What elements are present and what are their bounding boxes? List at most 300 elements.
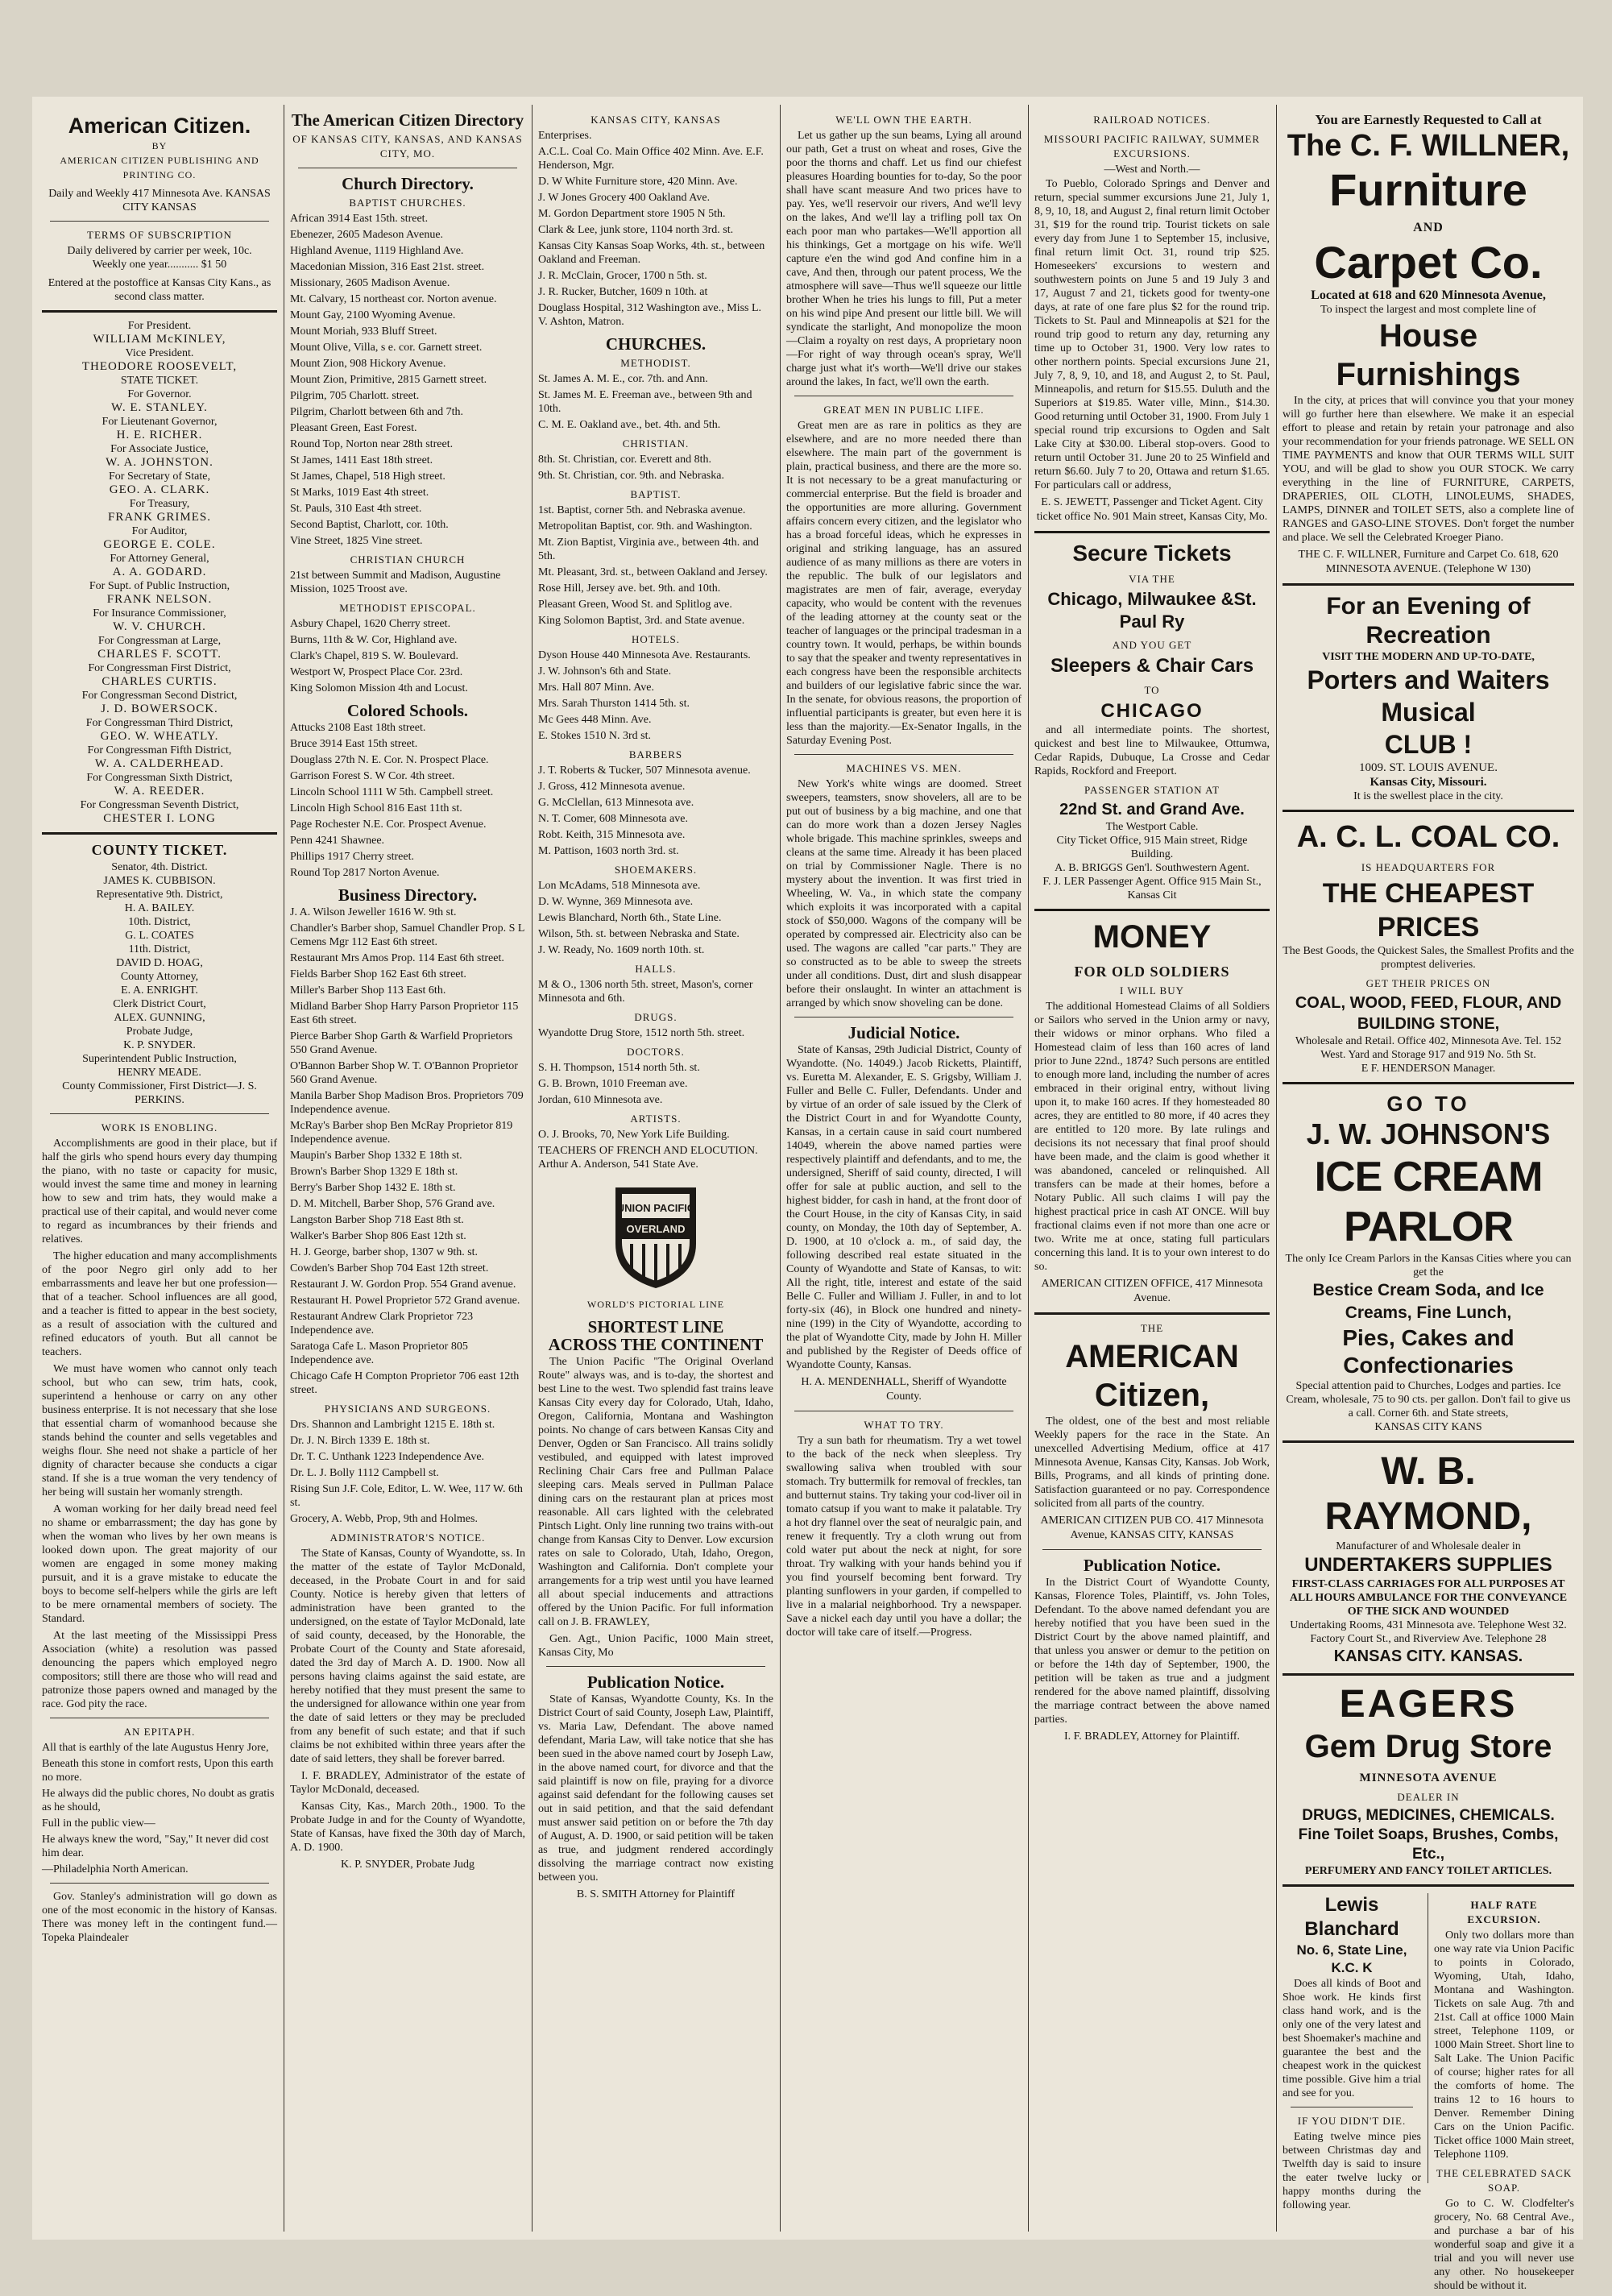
stanley-note: Gov. Stanley's administration will go down as one of the most economic in the history of Kansas. There was money left in the contingent fund.—Topeka Plaindealer: [42, 1891, 277, 1944]
ticket-office: For Secretary of State,: [109, 470, 210, 483]
directory-entry: E. Stokes 1510 N. 3rd st.: [538, 730, 651, 742]
johnson-big: ICE CREAM PARLOR: [1314, 1154, 1543, 1250]
directory-entry: Missionary, 2605 Madison Avenue.: [290, 277, 450, 289]
terms-weekly: Weekly one year........... $1 50: [92, 259, 227, 271]
ticket-candidate: H. E. RICHER.: [116, 429, 203, 441]
hotels-list: [538, 649, 773, 743]
judicial-notice-sign: H. A. MENDENHALL, Sheriff of Wyandotte County.: [801, 1376, 1007, 1403]
directory-entry: Fields Barber Shop 162 East 6th street.: [290, 968, 466, 980]
porters-state: Missouri.: [1438, 776, 1487, 789]
directory-entry: Robt. Keith, 315 Minnesota ave.: [538, 829, 686, 841]
directory-entry: Enterprises.: [538, 130, 592, 142]
masthead-address: Daily and Weekly 417 Minnesota Ave. KANSAS CITY KANSAS: [48, 188, 271, 213]
newspaper-page: [32, 97, 1583, 2292]
column-6: [1283, 112, 1574, 2292]
terms-daily: Daily delivered by carrier per week, 10c.: [67, 245, 252, 257]
ticket-candidate: W. V. CHURCH.: [113, 620, 206, 633]
johnson-goto: GO TO: [1386, 1092, 1470, 1116]
epitaph-line: He always knew the word, "Say," It never did cost him dear.: [42, 1834, 269, 1859]
drugs-heading: DRUGS.: [634, 1011, 678, 1023]
county-ticket-heading: COUNTY TICKET.: [91, 842, 228, 858]
money-ad-sign: AMERICAN CITIZEN OFFICE, 417 Minnesota Avenue.: [1041, 1278, 1263, 1304]
willner-big: House Furnishings: [1336, 318, 1521, 392]
blanchard-text: Does all kinds of Boot and Shoe work. He kinds first class hand work, and is the only one of the very latest and best Shoemaker's machine and guarantee the best and the cheapest work in the quickest time possible. Give him a trial and see for you.: [1283, 1978, 1421, 2099]
shoemakers-heading: SHOEMAKERS.: [614, 864, 698, 876]
union-pacific-head-2: ACROSS THE CONTINENT: [548, 1335, 764, 1354]
church-directory-heading: Church Directory.: [342, 174, 474, 193]
kc-christian-heading: CHRISTIAN.: [622, 437, 690, 450]
baptist-list: [290, 212, 525, 548]
schools-list: [290, 721, 525, 880]
porters-address: ST. LOUIS AVENUE.: [1389, 761, 1498, 774]
logo-bottom-text: WORLD'S PICTORIAL LINE: [586, 1299, 725, 1310]
publication-notice-1-heading: Publication Notice.: [586, 1672, 725, 1692]
tickets-ad-agent-2: F. J. LER Passenger Agent. Office 915 Main St., Kansas Cit: [1042, 876, 1262, 901]
money-ad: [1034, 918, 1270, 998]
directory-entry: Kansas City Kansas Soap Works, 4th. st., between Oakland and Freeman.: [538, 240, 765, 266]
directory-entry: Grocery, A. Webb, Prop, 9th and Holmes.: [290, 1513, 478, 1525]
directory-entry: Westport W, Prospect Place Cor. 23rd.: [290, 666, 463, 678]
railroad-heading: RAILROAD NOTICES.: [1093, 114, 1211, 126]
ticket-office: For President.: [127, 320, 192, 332]
directory-entry: Pilgrim, 705 Charlott. street.: [290, 390, 420, 402]
half-rate-heading: HALF RATE EXCURSION.: [1467, 1899, 1541, 1925]
directory-entry: Douglass 27th N. E. Cor. N. Prospect Place.: [290, 754, 489, 766]
column-rule: [1276, 105, 1277, 2232]
union-pacific-shield-logo: [607, 1179, 704, 1292]
raymond-factory: Factory Court St., and Riverview Ave. Telephone 28: [1310, 1633, 1547, 1645]
celebrated-heading: THE CELEBRATED SACK SOAP.: [1436, 2167, 1573, 2194]
ticket-office: For Auditor,: [131, 525, 188, 537]
directory-entry: Highland Avenue, 1119 Highland Ave.: [290, 245, 464, 257]
ticket-office: For Associate Justice,: [110, 443, 209, 455]
article-heading-epitaph: AN EPITAPH.: [123, 1726, 196, 1738]
epitaph-poem: [42, 1741, 277, 1876]
money-ad-buy: I WILL BUY: [1119, 984, 1185, 997]
willner-ad: [1283, 113, 1574, 394]
baptist-heading: BAPTIST CHURCHES.: [349, 197, 466, 209]
tickets-ad-station-label: PASSENGER STATION AT: [1084, 784, 1220, 796]
willner-and: AND: [1413, 221, 1444, 234]
publication-notice-1-sign: B. S. SMITH Attorney for Plaintiff: [576, 1888, 736, 1900]
directory-entry: Mount Moriah, 933 Bluff Street.: [290, 325, 437, 338]
directory-entry: 1st. Baptist, corner 5th. and Nebraska avenue.: [538, 504, 746, 516]
railroad-subheading-2: —West and North.—: [1104, 164, 1200, 176]
ticket-candidate: FRANK NELSON.: [106, 593, 213, 606]
directory-entry: Rising Sun J.F. Cole, Editor, L. W. Wee, 117 W. 6th st.: [290, 1483, 523, 1509]
porters-city: Kansas City,: [1370, 776, 1436, 789]
county-ticket-line: County Attorney,: [120, 971, 199, 983]
eagers-dealer: DEALER IN: [1397, 1791, 1460, 1803]
admin-notice-text: The State of Kansas, County of Wyandotte, ss. In the matter of the estate of Taylor McDonald, deceased, in the Probate Court in and for said County. Notice is hereby given that letters of administration have been granted to the undersigned, on the estate of Taylor McDonald, late of said county, deceased, by the Honorable, the Probate Court of the County and State aforesaid, dated the 3rd day of March A. D. 1900. Now all persons having claims against the said estate, are hereby notified that they must present the same to the undersigned for allowance within one year from the date of said letters or they may be precluded from any benefit of such estate; and that if such claims be not exhibited within three years after the date of said letters, they shall be forever barred.: [290, 1548, 525, 1765]
county-ticket-line: K. P. SNYDER.: [123, 1039, 196, 1051]
celebrated-text: Go to C. W. Clodfelter's grocery, No. 68 Central Ave., and purchase a bar of his wonderful soap and give it a trial and you will never use any other. No housekeeper should be without it.: [1434, 2198, 1574, 2292]
directory-entry: Clark & Lee, junk store, 1104 north 3rd. st.: [538, 224, 734, 236]
directory-entry: Miller's Barber Shop 113 East 6th.: [290, 984, 446, 997]
directory-entry: D. M. Mitchell, Barber Shop, 576 Grand ave.: [290, 1198, 495, 1210]
blanchard-ad: [1283, 1893, 1421, 2215]
johnson-ad: [1283, 1091, 1574, 1434]
directory-entry: TEACHERS OF FRENCH AND ELOCUTION. Arthur A. Anderson, 541 State Ave.: [538, 1145, 758, 1171]
directory-entry: Mt. Pleasant, 3rd. st., between Oakland and Jersey.: [538, 566, 768, 578]
directory-entry: Attucks 2108 East 18th street.: [290, 722, 426, 734]
column-2: [290, 110, 525, 2223]
directory-entry: Dr. T. C. Unthank 1223 Independence Ave.: [290, 1451, 485, 1463]
directory-entry: J. Gross, 412 Minnesota avenue.: [538, 781, 686, 793]
tickets-ad-office: City Ticket Office, 915 Main street, Ridge Building.: [1056, 835, 1248, 860]
ticket-office: For Congressman Second District,: [81, 690, 238, 702]
directory-entry: D. W White Furniture store, 420 Minn. Ave.: [538, 176, 738, 188]
directory-title: The American Citizen Directory: [291, 110, 524, 130]
directory-entry: St. James A. M. E., cor. 7th. and Ann.: [538, 373, 708, 385]
probate-judge: K. P. SNYDER, Probate Judg: [340, 1859, 475, 1871]
directory-entry: Mount Olive, Villa, s e. cor. Garnett street.: [290, 342, 483, 354]
directory-entry: Pierce Barber Shop Garth & Warfield Proprietors 550 Grand Avenue.: [290, 1030, 513, 1056]
directory-entry: J. W. Johnson's 6th and State.: [538, 665, 672, 678]
directory-entry: Cowden's Barber Shop 704 East 12th street.: [290, 1262, 489, 1274]
masthead-publisher: AMERICAN CITIZEN PUBLISHING AND PRINTING CO.: [60, 155, 259, 180]
railroad-sign: E. S. JEWETT, Passenger and Ticket Agent. City ticket office No. 901 Main street, Kansas City, Mo.: [1036, 496, 1268, 523]
directory-entry: Mount Gay, 2100 Wyoming Avenue.: [290, 309, 456, 321]
ticket-office: Vice President.: [125, 347, 194, 359]
ticket-office: For Governor.: [127, 388, 192, 400]
directory-entry: N. T. Comer, 608 Minnesota ave.: [538, 813, 688, 825]
directory-entry: Macedonian Mission, 316 East 21st. street.: [290, 261, 485, 273]
directory-entry: Asbury Chapel, 1620 Cherry street.: [290, 618, 451, 630]
citizen-ad-head: AMERICAN: [1065, 1339, 1239, 1374]
coal-hq: IS HEADQUARTERS FOR: [1361, 861, 1496, 873]
directory-entry: Page Rochester N.E. Cor. Prospect Avenue.: [290, 819, 487, 831]
ticket-candidate: FRANK GRIMES.: [107, 511, 212, 524]
eagers-address: MINNESOTA AVENUE: [1359, 1772, 1498, 1784]
what-to-try-text: Try a sun bath for rheumatism. Try a wet towel to the back of the neck when sleepless. Try swallowing saliva when troubled with sour stomach. Try buttermilk for removal of freckles, tan and butternut stains. Try taking your cod-liver oil in tomato catsup if you want to make it palatable. Try a hot dry flannel over the seat of neuralgic pain, and renew it frequently. Try a cloth wrung out from cold water put about the neck at night, for sore throat. Try walking with your hands behind you if you find yourself becoming bent forward. Try planting sunflowers in your garden, if compelled to live in a malarial neighborhood. Try a newspaper. Save a nickel each day until you have a dollar; the doctor will take care of itself.—Progress.: [786, 1435, 1021, 1639]
eagers-items-2: Fine Toilet Soaps, Brushes, Combs, Etc.,: [1298, 1826, 1559, 1863]
directory-entry: M & O., 1306 north 5th. street, Mason's, corner Minnesota and 6th.: [538, 979, 753, 1005]
doctors-heading: DOCTORS.: [627, 1046, 685, 1058]
citizen-ad: [1034, 1321, 1270, 1415]
johnson-special: Special attention paid to Churches, Lodges and parties. Ice Cream, wholesale, 75 to 90 cts. per gallon. Don't fail to give us a call. Corner 6th. and State streets,: [1286, 1380, 1571, 1419]
doctors-list: [538, 1061, 773, 1107]
directory-entry: Manila Barber Shop Madison Bros. Proprietors 709 Independence avenue.: [290, 1090, 524, 1116]
directory-entry: Brown's Barber Shop 1329 E 18th st.: [290, 1166, 458, 1178]
raymond-line: UNDERTAKERS SUPPLIES: [1304, 1554, 1552, 1576]
citizen-ad-the: THE: [1140, 1322, 1164, 1334]
ticket-candidate: W. A. JOHNSTON.: [106, 456, 213, 469]
directory-entry: Lincoln School 1111 W 5th. Campbell street.: [290, 786, 494, 798]
coal-get: GET THEIR PRICES ON: [1365, 977, 1491, 989]
union-pacific-sign: Gen. Agt., Union Pacific, 1000 Main street, Kansas City, Mo: [538, 1633, 773, 1659]
directory-entry: Langston Barber Shop 718 East 8th st.: [290, 1214, 464, 1226]
publication-notice-2-heading: Publication Notice.: [1083, 1556, 1221, 1575]
judicial-notice-text: State of Kansas, 29th Judicial District, County of Wyandotte. (No. 14049.) Jacob Ricketts, Plaintiff, vs. Euretta M. Alexander, E. S. Grigsby, William J. Fuller and Belle C. Fuller, Defendants. Under and by virtue of an order of sale issued by the Clerk of the District Court in and for Wyandotte County, Kansas, in a certain cause in said court numbered 14049, wherein the above named parties were respectively plaintiff and defendants, and to me, the undersigned, Sheriff of said county, directed, I will offer for sale at public auction, and sell to the highest bidder, for cash in hand, at the front door of the Court House, in the city of Kansas City, in said county, on Monday, the 10th day of September, A. D. 1900, at 10 o'clock a. m., of said day, the following described real estate situated in the County of Wyandotte and State of Kansas, to wit: All the right, title, interest and estate of the said Belle C. Fuller and William J. Fuller, in and to lot forty-six (46), in Block one hundred and ninety-nine (199) in the City of Wyandotte, according to the plat of Wyandotte City, made by John H. Miller and published by the Register of Deeds office of Wyandotte County, Kansas.: [786, 1044, 1021, 1371]
directory-entry: Vine Street, 1825 Vine street.: [290, 535, 423, 547]
directory-entry: Phillips 1917 Cherry street.: [290, 851, 414, 863]
directory-entry: Pleasant Green, East Forest.: [290, 422, 417, 434]
logo-top-text: UNION PACIFIC: [616, 1202, 695, 1214]
tickets-ad-to: TO: [1144, 684, 1160, 696]
county-ticket-line: G. L. COATES: [125, 930, 194, 942]
willner-inspect: To inspect the largest and most complete line of: [1320, 304, 1536, 316]
raymond-name: W. B. RAYMOND,: [1324, 1450, 1532, 1538]
machines-heading: MACHINES VS. MEN.: [846, 762, 962, 774]
ticket-office: For Attorney General,: [110, 553, 209, 565]
drugs-list: [538, 1026, 773, 1040]
christian-heading: CHRISTIAN CHURCH: [350, 553, 466, 566]
directory-entry: Restaurant H. Powel Proprietor 572 Grand avenue.: [290, 1295, 520, 1307]
porters-club: CLUB !: [1384, 730, 1473, 759]
directory-entry: Ebenezer, 2605 Madeson Avenue.: [290, 229, 444, 241]
eagers-big: Gem Drug Store: [1304, 1729, 1552, 1764]
directory-entry: Mrs. Sarah Thurston 1414 5th. st.: [538, 698, 690, 710]
state-ticket: [42, 319, 277, 826]
railroad-subheading: MISSOURI PACIFIC RAILWAY, SUMMER EXCURSIONS.: [1043, 133, 1261, 160]
directory-entry: O. J. Brooks, 70, New York Life Building.: [538, 1129, 730, 1141]
tickets-ad-text: and all intermediate points. The shortest, quickest and best line to Milwaukee, Ottumwa, Cedar Rapids, Dubuque, La Crosse and Cedar Rapids, Rockford and Freeport.: [1034, 724, 1270, 777]
blanchard-address: No. 6, State Line, K.C. K: [1296, 1942, 1407, 1975]
article-paragraph: At the last meeting of the Mississippi Press Association (white) a resolution was passed denouncing the papers which employed negro compositors; still there are those who will read and patronize those papers owned and managed by the race. God pity the race.: [42, 1630, 277, 1710]
directory-entry: St Marks, 1019 East 4th street.: [290, 487, 429, 499]
ticket-candidate: W. E. STANLEY.: [111, 401, 208, 414]
county-ticket-line: DAVID D. HOAG,: [116, 957, 203, 969]
willner-name: The C. F. WILLNER,: [1287, 129, 1570, 163]
directory-entry: Mount Zion, 908 Hickory Avenue.: [290, 358, 446, 370]
railroad-text: To Pueblo, Colorado Springs and Denver and return, special summer excursions June 21, July 1, 8, 9, 10, 18, and August 2, final return limit October 31, $19 for the round trip. Tourist tickets on sale every day from June 1 to September 15, inclusive, final return limit Oct. 31, round trip $25. Homeseekers' excursions to western and southwestern points on June 5 and 19 July 3 and 17, August 7 and 21, tickets good for twenty-one days, at rate of one fare plus $2 for the round trip. Tickets to St. Paul and Minneapolis at $21 for the round trip good to return any day, returning any time up to October 31, 1900. Very low rates to other northern points. Special excursions June 21, July 7, 8, 9, 10, and 18, and August 2, to St. Paul, Minneapolis, and return for $15.55. Duluth and the Superiors at $19.85. Water ville, Minn., $14.30. Good returning until October 31, 1900. From July 1 special round trip excursions to Ogden and Salt Lake City at $30.00. Liberal stop-overs. Good to return until October 31. June 20 to 25 Winfield and return $6.60. July 7 to 20, Ottawa and return $1.65. For particulars call or address,: [1034, 178, 1270, 491]
county-ticket: [42, 860, 277, 1107]
article-paragraph: A woman working for her daily bread need feel no shame or embarrassment; the day has gone by when the woman who lives by her own means is looked down upon. The great majority of our women are engaged in some money making pursuit, and it is a grave mistake to educate the boys to become self-helpers while the girls are left to be mere ornamental members of society. The Standard.: [42, 1503, 277, 1625]
directory-entry: Mc Gees 448 Minn. Ave.: [538, 714, 652, 726]
tickets-ad-get: AND YOU GET: [1112, 639, 1192, 651]
johnson-line-2: Pies, Cakes and Confectionaries: [1342, 1325, 1515, 1378]
county-ticket-line: H. A. BAILEY.: [124, 902, 195, 914]
directory-entry: M. Gordon Department store 1905 N 5th.: [538, 208, 726, 220]
ticket-office: For Supt. of Public Instruction,: [89, 580, 230, 592]
kc-enterprise-list: [538, 129, 773, 329]
directory-entry: J. T. Roberts & Tucker, 507 Minnesota avenue.: [538, 765, 751, 777]
artists-heading: ARTISTS.: [630, 1113, 682, 1125]
public-life-text: Great men are as rare in politics as they are elsewhere, and are no more needed there than elsewhere. The main part of the government is plain, practical business, and there are the more so. It is not necessary to be a great manufacturing or commercial enterprise. But the field is broader and the opportunities are more alluring. Government affairs concern every citizen, and the legislator who has a broad forceful ideas, which he expresses in original and striking language, has an assured audience of as many millions as there are voters in the republic. The bulk of our legislators and magistrates are men of fair, average, everyday capacity, who would be content with the revenues of the leading attorney at the county seat or the teacher of languages or the principal tradesman in a country town. It would, perhaps, be within bounds to say that the speaker and twenty representatives in each congress have been the responsible architects and builders of our legislative fabric since the war. In the senate, for obvious reasons, the proportion of influential participants is greater, but even here it is less than the majority.—Ex-Senator Ingalls, in the Saturday Evening Post.: [786, 420, 1021, 747]
raymond-rooms: Undertaking Rooms, 431 Minnesota ave. Telephone West 32.: [1290, 1619, 1567, 1631]
ticket-candidate: THEODORE ROOSEVELT,: [81, 360, 238, 373]
machines-text: New York's white wings are doomed. Street sweepers, teamsters, snow shovelers, all are to be put out of business by a big machine, and one that can do more work than a dozen Jersey Nagles whole brigade. This machine sprinkles, sweeps and cleans at the same time. Already it has been placed on trial by Commissioner Nagle. There is no mystery about the invention. It was first tried in Wheeling, W. Va., in which state the company which exploits it was incorporated with a capital stock of $50,000. Wagons of the company will be operated by compressed air. Electricity also can be used. The wagons are called "car parts." They are so constructed as to be able to sweep the streets under all conditions. Dust, dirt and slush disappear before their onslaught. In winter an attachment is arranged by which snow shoveling can be done.: [786, 778, 1021, 1009]
physicians-heading: PHYSICIANS AND SURGEONS.: [324, 1403, 491, 1415]
county-ticket-line: Clerk District Court,: [113, 998, 206, 1010]
publication-notice-2-sign: I. F. BRADLEY, Attorney for Plaintiff.: [1063, 1730, 1241, 1743]
porters-note: It is the swellest place in the city.: [1353, 790, 1503, 802]
what-to-try-heading: WHAT TO TRY.: [864, 1419, 944, 1431]
raymond-text: FIRST-CLASS CARRIAGES FOR ALL PURPOSES AT ALL HOURS AMBULANCE FOR THE CONVEYANCE OF THE SICK AND WOUNDED: [1289, 1578, 1568, 1618]
logo-middle-text: OVERLAND: [626, 1223, 686, 1235]
directory-entry: St. James M. E. Freeman ave., between 9th and 10th.: [538, 389, 752, 415]
didnt-text: Eating twelve mince pies between Christmas day and Twelfth day is said to insure the eater twelve lucky or happy months during the following year.: [1283, 2131, 1421, 2211]
county-ticket-line: E. A. ENRIGHT.: [121, 984, 198, 997]
directory-entry: H. J. George, barber shop, 1307 w 9th. st.: [290, 1246, 479, 1258]
eagers-ad: [1283, 1682, 1574, 1878]
directory-entry: Pleasant Green, Wood St. and Splitlog ave.: [538, 599, 732, 611]
directory-entry: Restaurant Mrs Amos Prop. 114 East 6th street.: [290, 952, 504, 964]
epitaph-line: —Philadelphia North American.: [42, 1863, 189, 1875]
directory-entry: J. W. Ready, No. 1609 north 10th. st.: [538, 944, 705, 956]
citizen-ad-sign: AMERICAN CITIZEN PUB CO. 417 Minnesota Avenue, KANSAS CITY, KANSAS: [1040, 1515, 1264, 1541]
directory-entry: Berry's Barber Shop 1432 E. 18th st.: [290, 1182, 456, 1194]
article-paragraph: The higher education and many accomplishments of the poor Negro girl only add to her embarrassments and leave her but one profession—that of a teacher. School influences are all good, and a teacher is fitted to appear in the best society, as a result of association with the cultured and refined educators of youth. But all cannot be teachers.: [42, 1250, 277, 1358]
directory-entry: Maupin's Barber Shop 1332 E 18th st.: [290, 1150, 462, 1162]
hotels-heading: HOTELS.: [631, 633, 681, 645]
tickets-ad: [1034, 540, 1270, 902]
coal-address: Wholesale and Retail. Office 402, Minnesota Ave. Tel. 152 West. Yard and Storage 917 and 919 No. 5th St.: [1295, 1035, 1562, 1061]
directory-entry: Mount Zion, Primitive, 2815 Garnett street.: [290, 374, 487, 386]
willner-line-2: Carpet Co.: [1314, 237, 1543, 288]
ticket-office: For Lieutenant Governor,: [102, 416, 218, 428]
column-rule: [1028, 105, 1029, 2232]
directory-entry: Dyson House 440 Minnesota Ave. Restaurants.: [538, 649, 751, 661]
directory-entry: 9th. St. Christian, cor. 9th. and Nebraska.: [538, 470, 724, 482]
directory-entry: O'Bannon Barber Shop W. T. O'Bannon Proprietor 560 Grand Avenue.: [290, 1060, 518, 1086]
directory-entry: Second Baptist, Charlott, cor. 10th.: [290, 519, 449, 531]
ticket-office: For Insurance Commissioner,: [93, 607, 226, 620]
johnson-text: The only Ice Cream Parlors in the Kansas Cities where you can get the: [1285, 1253, 1572, 1279]
ticket-office: For Treasury,: [129, 498, 190, 510]
directory-entry: Round Top 2817 Norton Avenue.: [290, 867, 440, 879]
directory-entry: King Solomon Mission 4th and Locust.: [290, 682, 468, 694]
epitaph-line: Full in the public view—: [42, 1817, 155, 1830]
ticket-office: For Congressman Fifth District,: [87, 744, 232, 756]
tickets-ad-road: Chicago, Milwaukee &St. Paul Ry: [1047, 589, 1257, 632]
directory-entry: 8th. St. Christian, cor. Everett and 8th.: [538, 454, 712, 466]
directory-entry: Drs. Shannon and Lambright 1215 E. 18th st.: [290, 1419, 495, 1431]
directory-subtitle: OF KANSAS CITY, KANSAS, AND KANSAS CITY, MO.: [292, 133, 523, 160]
porters-line-1: For an Evening of Recreation: [1326, 593, 1531, 649]
porters-line-2: VISIT THE MODERN AND UP-TO-DATE,: [1322, 651, 1535, 663]
citizen-ad-head-2: Citizen,: [1094, 1378, 1210, 1413]
tickets-ad-station-2: The Westport Cable.: [1105, 821, 1199, 833]
directory-entry: Chandler's Barber shop, Samuel Chandler Prop. S L Cemens Mgr 112 East 6th street.: [290, 922, 524, 948]
column-1: [42, 113, 277, 2223]
willner-line-1: Furniture: [1329, 164, 1527, 215]
half-rate-text: Only two dollars more than one way rate via Union Pacific to points in Colorado, Wyoming, Utah, Idaho, Montana and Washington. Tickets on sale Aug. 7th and 21st. Call at office 1000 Main street, Telephone 1109, or 1000 Main Street. Short line to Salt Lake. The Union Pacific of course; higher rates for all the comforts of home. The trains 12 to 16 hours to Denver. Remember Dining Cars on the Union Pacific. Ticket office 1000 Main street, Telephone 1109.: [1434, 1929, 1574, 2161]
directory-entry: Penn 4241 Shawnee.: [290, 835, 385, 847]
willner-location: Located at 618 and 620 Minnesota Avenue,: [1311, 288, 1546, 302]
directory-entry: A.C.L. Coal Co. Main Office 402 Minn. Ave. E.F. Henderson, Mgr.: [538, 146, 764, 172]
tickets-ad-station: 22nd St. and Grand Ave.: [1059, 801, 1245, 819]
barbers-heading: BARBERS: [628, 748, 683, 760]
county-ticket-line: ALEX. GUNNING,: [114, 1012, 205, 1024]
directory-entry: Wilson, 5th. st. between Nebraska and State.: [538, 928, 740, 940]
union-pacific-text: The Union Pacific "The Original Overland Route" always was, and is to-day, the shortest and best Line to the west. Two splendid fast trains leave Kansas City every day for Colorado, Utah, Idaho, Oregon, California, Montana and Washington points. No change of cars between Kansas City and Denver, Ogden or San Francisco. All trains solidly vestibuled, and equipped with latest improved Reclining Chair Cars free and Pullman Palace sleeping cars. Meals served in Pullman Palace dining cars on the restaurant plan at prices most reasonable. All cars lighted with the celebrated Pintsch Light. Only line running two trains with-out change from Kansas City to Denver. Low excursion rates on sale to Colorado, Utah, Idaho, Oregon, Washington and California. Don't complete your arrangements for a trip west until you have learned all about special inducements and attractions offered by the Union Pacific. For full information call on J. B. FRAWLEY,: [538, 1356, 773, 1628]
article-paragraph: We must have women who cannot only teach school, but who can sew, trim hats, cook, superintend a henhouse or carry on any other business enterprise. It is not necessary that she lose that essential charm of womanhood because she stands behind the counter and sells vegetables and weighs flour. She need not shake a particle of her dignity of character because she conducts a cigar stand. If she is a true woman the very tendency of her being will sustain her womanly strength.: [42, 1363, 277, 1498]
epitaph-line: He always did the public chores, No doubt as gratis as he should,: [42, 1788, 275, 1813]
johnson-city: KANSAS CITY KANS: [1374, 1421, 1482, 1433]
methodist-heading: METHODIST EPISCOPAL.: [339, 602, 476, 614]
artists-list: [538, 1128, 773, 1171]
porters-big: Porters and Waiters Musical: [1307, 665, 1550, 727]
directory-entry: Saratoga Cafe L. Mason Proprietor 805 Independence ave.: [290, 1341, 468, 1366]
coal-ad: [1283, 819, 1574, 1075]
column-5: [1034, 113, 1270, 2223]
schools-heading: Colored Schools.: [346, 701, 469, 720]
willner-pre: You are Earnestly Requested to Call at: [1315, 112, 1542, 127]
county-ticket-line: Superintendent Public Instruction,: [82, 1053, 237, 1065]
willner-sign: THE C. F. WILLNER, Furniture and Carpet Co. 618, 620 MINNESOTA AVENUE. (Telephone W 130): [1298, 549, 1559, 575]
admin-notice-foot: Kansas City, Kas., March 20th., 1900. To the Probate Judge in and for the County of Wyandotte, State of Kansas, have fixed the 30th day of March, A. D. 1900.: [290, 1801, 525, 1854]
directory-entry: Mt. Zion Baptist, Virginia ave., between 4th. and 5th.: [538, 537, 759, 562]
directory-entry: Restaurant J. W. Gordon Prop. 554 Grand avenue.: [290, 1279, 516, 1291]
ticket-candidate: CHARLES F. SCOTT.: [97, 648, 222, 661]
money-ad-head: MONEY: [1092, 919, 1212, 955]
raymond-mfr: Manufacturer of and Wholesale dealer in: [1336, 1540, 1521, 1552]
directory-entry: Lincoln High School 816 East 11th st.: [290, 802, 462, 814]
admin-notice-heading: ADMINISTRATOR'S NOTICE.: [329, 1531, 486, 1544]
misc-list: [290, 1482, 525, 1526]
directory-entry: Round Top, Norton near 28th street.: [290, 438, 454, 450]
ticket-office: For Congressman First District,: [88, 662, 231, 674]
porters-ad: [1283, 592, 1574, 803]
county-ticket-line: 11th. District,: [128, 943, 191, 955]
johnson-name: J. W. JOHNSON'S: [1306, 1117, 1551, 1150]
directory-entry: G. B. Brown, 1010 Freeman ave.: [538, 1078, 688, 1090]
county-ticket-line: 10th. District,: [128, 916, 191, 928]
directory-entry: S. H. Thompson, 1514 north 5th. st.: [538, 1062, 700, 1074]
directory-entry: J. R. McClain, Grocer, 1700 n 5th. st.: [538, 270, 707, 282]
ticket-office: For Congressman Third District,: [85, 717, 234, 729]
directory-entry: D. W. Wynne, 369 Minnesota ave.: [538, 896, 694, 908]
ticket-candidate: CHARLES CURTIS.: [102, 675, 218, 688]
publication-notice-2-text: In the District Court of Wyandotte County, Kansas, Florence Toles, Plaintiff, vs. John Toles, Defendant. To the above named defendant you are hereby notified that you have been sued in the District Court by the above named plaintiff, and that unless you answer or demur to the petition on or before the 14th day of September, 1900, the petition will be taken as true and a judgment rendered for the above named plaintiff, dissolving the marriage contract between the above named parties.: [1034, 1577, 1270, 1726]
ticket-candidate: A. A. GODARD.: [112, 566, 207, 578]
ticket-candidate: GEORGE E. COLE.: [103, 538, 216, 551]
physicians-list: [290, 1418, 525, 1480]
coal-manager: E F. HENDERSON Manager.: [1361, 1063, 1496, 1075]
epitaph-line: Beneath this stone in comfort rests, Upon this earth no more.: [42, 1758, 274, 1784]
halls-heading: HALLS.: [635, 963, 677, 975]
raymond-ad: [1283, 1449, 1574, 1667]
article-paragraph: Accomplishments are good in their place, but if half the girls who spend hours every day thumping the piano, with no taste or capacity for music, would invest the same time and money in learning how to sew and trim hats, they would make a practical use of their capital, and would never come to regard as incumbrances by their friends and relatives.: [42, 1138, 277, 1245]
kc-methodist-heading: METHODIST.: [620, 357, 691, 369]
ticket-candidate: WILLIAM McKINLEY,: [93, 333, 226, 346]
tickets-ad-head: Secure Tickets: [1072, 541, 1232, 566]
money-ad-text: The additional Homestead Claims of all Soldiers or Sailors who served in the Union army or navy, their widows or minor orphans. Who filed a Homestead claim of less than 160 acres of land prior to June 22nd., 1874? Such persons are entitled to enough more land, including the number of acres embraced in their original entry, without living upon it, to make 160 acres. If they homesteaded 80 acres, they are entitled to 80 more, if 40 acres they are entitled to 120 more. By late rulings and decisions its not necessary that final proof should have been made, and the claim is good whether it was abandoned, canceled or relinquished. All transfers can be made at their homes, before a Notary Public. All such claims I will pay the highest practical price in cash AT ONCE. Will buy fractional claims even if not more than one acre or two. Write me at once, stating full particulars concerning this land. It is to your own interest to do so.: [1034, 1001, 1270, 1273]
column-4: [786, 113, 1021, 2223]
directory-entry: Rose Hill, Jersey ave. bet. 9th. and 10th.: [538, 582, 721, 595]
directory-entry: King Solomon Baptist, 3rd. and State avenue.: [538, 615, 745, 627]
johnson-line-1: Bestice Cream Soda, and Ice Creams, Fine Lunch,: [1312, 1281, 1544, 1322]
directory-entry: Jordan, 610 Minnesota ave.: [538, 1094, 663, 1106]
ticket-candidate: CHESTER I. LONG: [103, 812, 216, 825]
tickets-ad-cars: Sleepers & Chair Cars: [1050, 655, 1254, 677]
masthead-title: American Citizen.: [68, 114, 251, 138]
epitaph-line: All that is earthly of the late Augustus Henry Jore,: [42, 1742, 269, 1754]
county-ticket-line: HENRY MEADE.: [118, 1067, 201, 1079]
money-ad-sub: FOR OLD SOLDIERS: [1074, 964, 1230, 980]
directory-entry: Douglass Hospital, 312 Washington ave., Miss L. V. Ashton, Matron.: [538, 302, 762, 328]
halls-list: [538, 978, 773, 1005]
poem-text: Let us gather up the sun beams, Lying all around our path, Get a trust on wheat and roses, Give the poor the thorns and chaff. Let us find our chiefest pleasures Hoarding bounties for to-day, So the poor shall have scant measure And two prices have to pay. Yes, we'll reservoir our rivers, And we'll levy on the lakes, And we'll lay a trifling poll tax On each poor man who partakes—We'll apportion all his thinkings, Get a mortgage on his wife. We'll capture e'en the wind god And confine him in a cave, And then, through our patent process, We the atmosphere will save—Thus we'll squeeze our little brother When he tries his lungs to fill, Put a meter on his wind pipe And present our little bill. We will syndicate the starlight, And monopolize the moon—Claim a royalty on rest days, A proprietary noon—For right of way through ocean's spray, We'll charge just what it's worth—We'll drive our stakes around the lakes, In fact, we'll own the earth.: [786, 130, 1021, 388]
eagers-name: EAGERS: [1339, 1683, 1518, 1726]
directory-entry: Wyandotte Drug Store, 1512 north 5th. street.: [538, 1027, 745, 1039]
coal-best: The Best Goods, the Quickest Sales, the Smallest Profits and the promptest deliveries.: [1283, 945, 1574, 971]
ticket-office: STATE TICKET.: [120, 375, 199, 387]
shoemakers-list: [538, 879, 773, 957]
county-ticket-line: County Commissioner, First District—J. S. PERKINS.: [62, 1080, 257, 1106]
directory-entry: Lewis Blanchard, North 6th., State Line.: [538, 912, 722, 924]
ticket-candidate: J. D. BOWERSOCK.: [101, 702, 218, 715]
judicial-notice-heading: Judicial Notice.: [847, 1023, 960, 1042]
directory-entry: Walker's Barber Shop 806 East 12th st.: [290, 1230, 466, 1242]
ticket-candidate: W. A. REEDER.: [114, 785, 205, 798]
county-ticket-line: Senator, 4th. District.: [111, 861, 208, 873]
entered-notice: Entered at the postoffice at Kansas City Kans., as second class matter.: [48, 277, 271, 303]
eagers-items: DRUGS, MEDICINES, CHEMICALS.: [1302, 1807, 1555, 1824]
column-rule: [780, 105, 781, 2232]
